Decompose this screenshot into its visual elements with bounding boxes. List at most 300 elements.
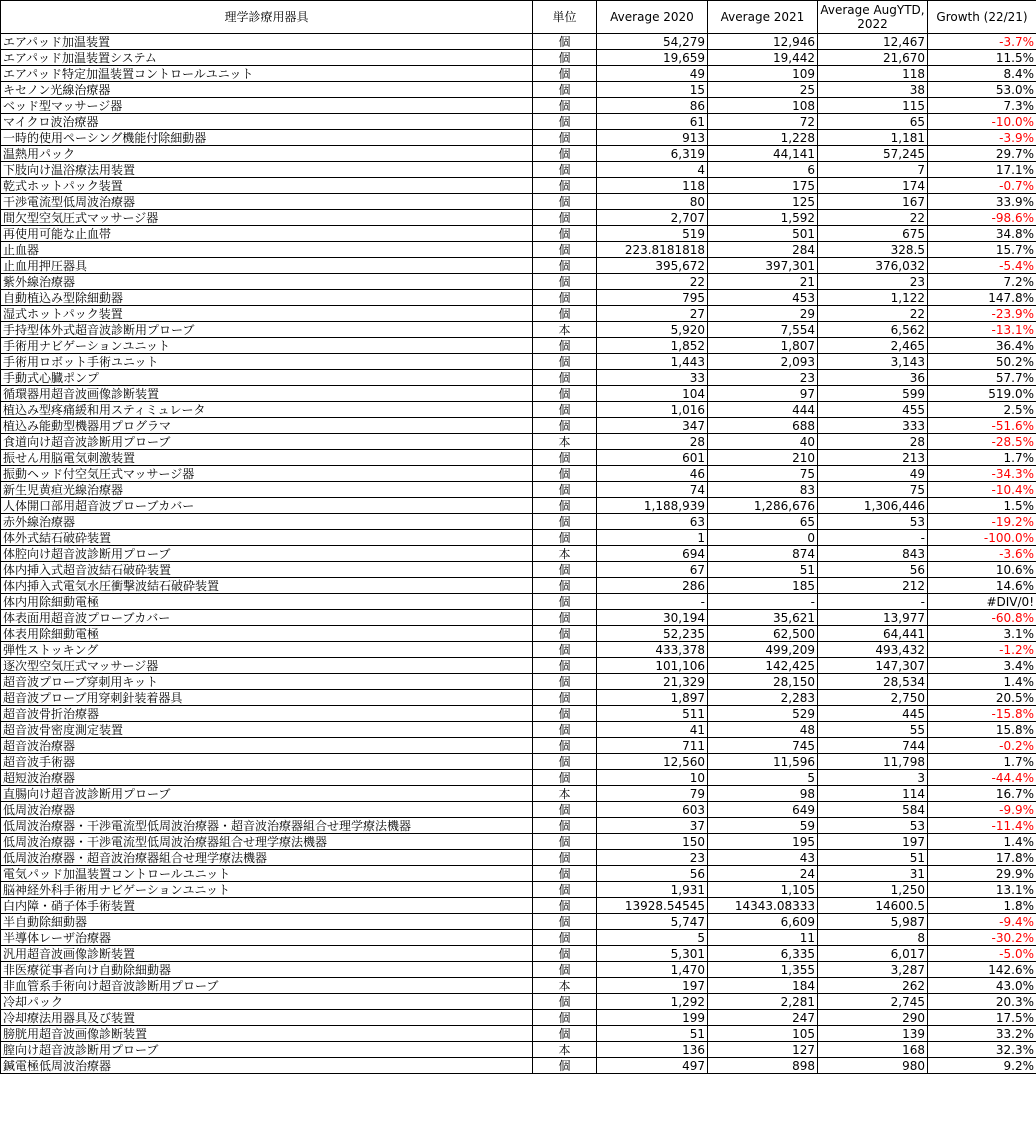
table-row <box>1 306 1036 322</box>
unit-cell: 個 <box>533 802 597 818</box>
table-row <box>1 386 1036 402</box>
avg-ytd-2022-cell: 57,245 <box>818 146 928 162</box>
growth-cell: -60.8% <box>928 610 1036 626</box>
avg-2021-cell: 6,609 <box>708 914 818 930</box>
avg-2021-cell: 44,141 <box>708 146 818 162</box>
growth-cell: 20.5% <box>928 690 1036 706</box>
unit-cell: 個 <box>533 962 597 978</box>
avg-ytd-2022-cell: 36 <box>818 370 928 386</box>
table-row <box>1 626 1036 642</box>
table-row <box>1 210 1036 226</box>
unit-cell: 個 <box>533 146 597 162</box>
growth-cell: 13.1% <box>928 882 1036 898</box>
table-row <box>1 434 1036 450</box>
unit-cell: 個 <box>533 178 597 194</box>
avg-2021-cell: 62,500 <box>708 626 818 642</box>
table-row <box>1 242 1036 258</box>
unit-cell: 個 <box>533 306 597 322</box>
device-name-cell: 自動植込み型除細動器 <box>1 290 533 306</box>
device-name-cell: 止血器 <box>1 242 533 258</box>
unit-cell: 個 <box>533 818 597 834</box>
avg-2020-cell: 15 <box>597 82 708 98</box>
avg-ytd-2022-cell: 65 <box>818 114 928 130</box>
avg-2020-cell: 511 <box>597 706 708 722</box>
table-row <box>1 754 1036 770</box>
avg-2020-cell: 23 <box>597 850 708 866</box>
avg-2020-cell: 21,329 <box>597 674 708 690</box>
avg-2021-cell: 6 <box>708 162 818 178</box>
unit-cell: 個 <box>533 514 597 530</box>
growth-cell: -3.7% <box>928 34 1036 50</box>
avg-ytd-2022-cell: 14600.5 <box>818 898 928 914</box>
growth-cell: 29.9% <box>928 866 1036 882</box>
avg-2020-cell: 1,897 <box>597 690 708 706</box>
avg-ytd-2022-cell: 11,798 <box>818 754 928 770</box>
device-name-cell: 直腸向け超音波診断用プローブ <box>1 786 533 802</box>
avg-2021-cell: 48 <box>708 722 818 738</box>
avg-ytd-2022-cell: 22 <box>818 210 928 226</box>
device-name-cell: 低周波治療器・干渉電流型低周波治療器・超音波治療器組合せ理学療法機器 <box>1 818 533 834</box>
avg-ytd-2022-cell: 3,143 <box>818 354 928 370</box>
device-name-cell: 体表面用超音波プローブカバー <box>1 610 533 626</box>
avg-2020-cell: 711 <box>597 738 708 754</box>
device-name-cell: 一時的使用ペーシング機能付除細動器 <box>1 130 533 146</box>
growth-cell: -9.9% <box>928 802 1036 818</box>
device-name-cell: 超音波プローブ用穿刺針装着器具 <box>1 690 533 706</box>
table-row <box>1 690 1036 706</box>
unit-cell: 個 <box>533 994 597 1010</box>
avg-2020-cell: 86 <box>597 98 708 114</box>
avg-2020-cell: 2,707 <box>597 210 708 226</box>
avg-ytd-2022-cell: 599 <box>818 386 928 402</box>
growth-cell: -0.7% <box>928 178 1036 194</box>
avg-2020-cell: 61 <box>597 114 708 130</box>
device-name-cell: 低周波治療器・超音波治療器組合せ理学療法機器 <box>1 850 533 866</box>
table-row <box>1 50 1036 66</box>
table-row <box>1 98 1036 114</box>
avg-ytd-2022-cell: 55 <box>818 722 928 738</box>
avg-2021-cell: 247 <box>708 1010 818 1026</box>
unit-cell: 個 <box>533 82 597 98</box>
table-row <box>1 34 1036 50</box>
table-row <box>1 530 1036 546</box>
avg-ytd-2022-cell: 114 <box>818 786 928 802</box>
avg-2021-cell: 142,425 <box>708 658 818 674</box>
avg-2020-cell: 46 <box>597 466 708 482</box>
table-row <box>1 866 1036 882</box>
growth-cell: 11.5% <box>928 50 1036 66</box>
header-avg-2020: Average 2020 <box>597 1 708 34</box>
avg-2021-cell: 14343.08333 <box>708 898 818 914</box>
avg-2020-cell: 49 <box>597 66 708 82</box>
growth-cell: 16.7% <box>928 786 1036 802</box>
device-name-cell: エアパッド加温装置 <box>1 34 533 50</box>
avg-2021-cell: 11,596 <box>708 754 818 770</box>
avg-2021-cell: 0 <box>708 530 818 546</box>
avg-2021-cell: 105 <box>708 1026 818 1042</box>
avg-2021-cell: 65 <box>708 514 818 530</box>
growth-cell: 7.2% <box>928 274 1036 290</box>
avg-ytd-2022-cell: 75 <box>818 482 928 498</box>
avg-ytd-2022-cell: 290 <box>818 1010 928 1026</box>
avg-ytd-2022-cell: 328.5 <box>818 242 928 258</box>
table-row <box>1 642 1036 658</box>
unit-cell: 個 <box>533 370 597 386</box>
avg-2021-cell: 1,592 <box>708 210 818 226</box>
avg-ytd-2022-cell: 7 <box>818 162 928 178</box>
avg-2021-cell: 745 <box>708 738 818 754</box>
table-row <box>1 1058 1036 1074</box>
header-row <box>1 1 1036 34</box>
table-row <box>1 722 1036 738</box>
unit-cell: 個 <box>533 834 597 850</box>
table-row <box>1 802 1036 818</box>
unit-cell: 個 <box>533 1026 597 1042</box>
table-row <box>1 226 1036 242</box>
unit-cell: 個 <box>533 130 597 146</box>
header-device: 理学診療用器具 <box>1 1 533 34</box>
avg-2021-cell: 29 <box>708 306 818 322</box>
growth-cell: 1.8% <box>928 898 1036 914</box>
avg-ytd-2022-cell: 744 <box>818 738 928 754</box>
growth-cell: 57.7% <box>928 370 1036 386</box>
avg-2020-cell: 197 <box>597 978 708 994</box>
unit-cell: 個 <box>533 626 597 642</box>
avg-2021-cell: 5 <box>708 770 818 786</box>
table-row <box>1 482 1036 498</box>
avg-2020-cell: 30,194 <box>597 610 708 626</box>
avg-2021-cell: 874 <box>708 546 818 562</box>
avg-2020-cell: 22 <box>597 274 708 290</box>
avg-2020-cell: 12,560 <box>597 754 708 770</box>
growth-cell: 17.8% <box>928 850 1036 866</box>
device-name-cell: 超音波手術器 <box>1 754 533 770</box>
table-row <box>1 354 1036 370</box>
header-growth: Growth (22/21) <box>928 1 1036 34</box>
unit-cell: 個 <box>533 610 597 626</box>
growth-cell: 32.3% <box>928 1042 1036 1058</box>
avg-2020-cell: 56 <box>597 866 708 882</box>
avg-2021-cell: 23 <box>708 370 818 386</box>
growth-cell: -34.3% <box>928 466 1036 482</box>
growth-cell: -3.6% <box>928 546 1036 562</box>
device-name-cell: 植込み能動型機器用プログラマ <box>1 418 533 434</box>
avg-2020-cell: 913 <box>597 130 708 146</box>
avg-2020-cell: 347 <box>597 418 708 434</box>
avg-2020-cell: 1,931 <box>597 882 708 898</box>
device-name-cell: 体腔向け超音波診断用プローブ <box>1 546 533 562</box>
device-name-cell: 鍼電極低周波治療器 <box>1 1058 533 1074</box>
avg-ytd-2022-cell: 6,017 <box>818 946 928 962</box>
avg-ytd-2022-cell: 49 <box>818 466 928 482</box>
unit-cell: 個 <box>533 674 597 690</box>
table-row <box>1 834 1036 850</box>
avg-2020-cell: 5,301 <box>597 946 708 962</box>
growth-cell: 3.1% <box>928 626 1036 642</box>
unit-cell: 個 <box>533 1010 597 1026</box>
unit-cell: 個 <box>533 594 597 610</box>
avg-ytd-2022-cell: 262 <box>818 978 928 994</box>
device-name-cell: 半自動除細動器 <box>1 914 533 930</box>
avg-2021-cell: 184 <box>708 978 818 994</box>
avg-2020-cell: 497 <box>597 1058 708 1074</box>
device-name-cell: 手持型体外式超音波診断用プローブ <box>1 322 533 338</box>
avg-2021-cell: 43 <box>708 850 818 866</box>
device-name-cell: キセノン光線治療器 <box>1 82 533 98</box>
device-name-cell: 超音波骨密度測定装置 <box>1 722 533 738</box>
table-row <box>1 466 1036 482</box>
avg-2021-cell: 6,335 <box>708 946 818 962</box>
avg-ytd-2022-cell: 455 <box>818 402 928 418</box>
growth-cell: 33.9% <box>928 194 1036 210</box>
device-name-cell: 新生児黄疸光線治療器 <box>1 482 533 498</box>
avg-2021-cell: 175 <box>708 178 818 194</box>
growth-cell: -51.6% <box>928 418 1036 434</box>
avg-2021-cell: 1,355 <box>708 962 818 978</box>
avg-2020-cell: 101,106 <box>597 658 708 674</box>
avg-2021-cell: 898 <box>708 1058 818 1074</box>
avg-2021-cell: 529 <box>708 706 818 722</box>
avg-ytd-2022-cell: 2,750 <box>818 690 928 706</box>
device-name-cell: 膀胱用超音波画像診断装置 <box>1 1026 533 1042</box>
unit-cell: 個 <box>533 34 597 50</box>
device-name-cell: 低周波治療器 <box>1 802 533 818</box>
unit-cell: 個 <box>533 706 597 722</box>
unit-cell: 個 <box>533 338 597 354</box>
avg-2021-cell: 40 <box>708 434 818 450</box>
unit-cell: 個 <box>533 898 597 914</box>
growth-cell: -30.2% <box>928 930 1036 946</box>
growth-cell: 34.8% <box>928 226 1036 242</box>
avg-ytd-2022-cell: 22 <box>818 306 928 322</box>
avg-2020-cell: 603 <box>597 802 708 818</box>
unit-cell: 個 <box>533 242 597 258</box>
growth-cell: 53.0% <box>928 82 1036 98</box>
growth-cell: 17.1% <box>928 162 1036 178</box>
table-row <box>1 130 1036 146</box>
avg-2021-cell: 28,150 <box>708 674 818 690</box>
growth-cell: -11.4% <box>928 818 1036 834</box>
avg-2020-cell: 6,319 <box>597 146 708 162</box>
avg-2021-cell: 83 <box>708 482 818 498</box>
avg-2021-cell: 185 <box>708 578 818 594</box>
avg-2020-cell: 79 <box>597 786 708 802</box>
table-row <box>1 162 1036 178</box>
avg-ytd-2022-cell: 139 <box>818 1026 928 1042</box>
device-name-cell: 弾性ストッキング <box>1 642 533 658</box>
avg-2021-cell: 98 <box>708 786 818 802</box>
table-row <box>1 898 1036 914</box>
avg-ytd-2022-cell: 584 <box>818 802 928 818</box>
growth-cell: 33.2% <box>928 1026 1036 1042</box>
growth-cell: -28.5% <box>928 434 1036 450</box>
avg-2021-cell: 35,621 <box>708 610 818 626</box>
unit-cell: 個 <box>533 98 597 114</box>
avg-2021-cell: 21 <box>708 274 818 290</box>
unit-cell: 個 <box>533 530 597 546</box>
unit-cell: 個 <box>533 226 597 242</box>
avg-ytd-2022-cell: 445 <box>818 706 928 722</box>
avg-2021-cell: 1,228 <box>708 130 818 146</box>
growth-cell: 1.7% <box>928 450 1036 466</box>
avg-ytd-2022-cell: - <box>818 530 928 546</box>
unit-cell: 個 <box>533 850 597 866</box>
table-row <box>1 450 1036 466</box>
device-name-cell: 白内障・硝子体手術装置 <box>1 898 533 914</box>
avg-2021-cell: 59 <box>708 818 818 834</box>
avg-2020-cell: 104 <box>597 386 708 402</box>
growth-cell: -5.4% <box>928 258 1036 274</box>
avg-2020-cell: 5,747 <box>597 914 708 930</box>
table-row <box>1 370 1036 386</box>
growth-cell: 15.7% <box>928 242 1036 258</box>
device-name-cell: 超音波プローブ穿刺用キット <box>1 674 533 690</box>
device-name-cell: ベッド型マッサージ器 <box>1 98 533 114</box>
table-row <box>1 194 1036 210</box>
unit-cell: 個 <box>533 738 597 754</box>
avg-2021-cell: 195 <box>708 834 818 850</box>
device-name-cell: 赤外線治療器 <box>1 514 533 530</box>
avg-2020-cell: 433,378 <box>597 642 708 658</box>
unit-cell: 個 <box>533 562 597 578</box>
avg-2020-cell: 80 <box>597 194 708 210</box>
device-name-cell: 体外式結石破砕装置 <box>1 530 533 546</box>
avg-2020-cell: 54,279 <box>597 34 708 50</box>
avg-2020-cell: 5,920 <box>597 322 708 338</box>
avg-ytd-2022-cell: 980 <box>818 1058 928 1074</box>
unit-cell: 個 <box>533 274 597 290</box>
table-row <box>1 914 1036 930</box>
avg-2020-cell: 4 <box>597 162 708 178</box>
unit-cell: 個 <box>533 66 597 82</box>
avg-2021-cell: 444 <box>708 402 818 418</box>
unit-cell: 個 <box>533 114 597 130</box>
device-name-cell: 体内用除細動電極 <box>1 594 533 610</box>
growth-cell: 14.6% <box>928 578 1036 594</box>
growth-cell: -44.4% <box>928 770 1036 786</box>
device-name-cell: 超短波治療器 <box>1 770 533 786</box>
unit-cell: 個 <box>533 162 597 178</box>
table-row <box>1 578 1036 594</box>
unit-cell: 個 <box>533 722 597 738</box>
avg-2020-cell: 67 <box>597 562 708 578</box>
avg-2020-cell: 74 <box>597 482 708 498</box>
device-name-cell: 手動式心臓ポンプ <box>1 370 533 386</box>
avg-2021-cell: 210 <box>708 450 818 466</box>
avg-ytd-2022-cell: 53 <box>818 514 928 530</box>
table-row <box>1 290 1036 306</box>
growth-cell: -15.8% <box>928 706 1036 722</box>
avg-2020-cell: 1,470 <box>597 962 708 978</box>
avg-ytd-2022-cell: 64,441 <box>818 626 928 642</box>
unit-cell: 個 <box>533 642 597 658</box>
growth-cell: 519.0% <box>928 386 1036 402</box>
avg-2020-cell: 1,852 <box>597 338 708 354</box>
avg-ytd-2022-cell: 333 <box>818 418 928 434</box>
avg-2020-cell: 51 <box>597 1026 708 1042</box>
avg-ytd-2022-cell: 147,307 <box>818 658 928 674</box>
growth-cell: 8.4% <box>928 66 1036 82</box>
unit-cell: 個 <box>533 930 597 946</box>
table-row <box>1 946 1036 962</box>
growth-cell: -13.1% <box>928 322 1036 338</box>
avg-2020-cell: 1,016 <box>597 402 708 418</box>
device-name-cell: 逐次型空気圧式マッサージ器 <box>1 658 533 674</box>
avg-ytd-2022-cell: 1,306,446 <box>818 498 928 514</box>
table-row <box>1 418 1036 434</box>
avg-ytd-2022-cell: 28 <box>818 434 928 450</box>
avg-2020-cell: 41 <box>597 722 708 738</box>
device-name-cell: マイクロ波治療器 <box>1 114 533 130</box>
avg-2020-cell: 395,672 <box>597 258 708 274</box>
growth-cell: -23.9% <box>928 306 1036 322</box>
device-name-cell: 植込み型疼痛緩和用スティミュレータ <box>1 402 533 418</box>
device-name-cell: 膣向け超音波診断用プローブ <box>1 1042 533 1058</box>
table-row <box>1 610 1036 626</box>
avg-2021-cell: 2,283 <box>708 690 818 706</box>
unit-cell: 個 <box>533 1058 597 1074</box>
growth-cell: -5.0% <box>928 946 1036 962</box>
avg-ytd-2022-cell: 493,432 <box>818 642 928 658</box>
avg-ytd-2022-cell: 3 <box>818 770 928 786</box>
growth-cell: 1.4% <box>928 834 1036 850</box>
device-name-cell: 体内挿入式超音波結石破砕装置 <box>1 562 533 578</box>
avg-ytd-2022-cell: 6,562 <box>818 322 928 338</box>
unit-cell: 個 <box>533 418 597 434</box>
avg-2021-cell: 1,286,676 <box>708 498 818 514</box>
table-row <box>1 658 1036 674</box>
avg-ytd-2022-cell: 174 <box>818 178 928 194</box>
table-row <box>1 498 1036 514</box>
avg-2021-cell: 24 <box>708 866 818 882</box>
growth-cell: 17.5% <box>928 1010 1036 1026</box>
table-row <box>1 82 1036 98</box>
unit-cell: 個 <box>533 754 597 770</box>
avg-2021-cell: 72 <box>708 114 818 130</box>
avg-2021-cell: 109 <box>708 66 818 82</box>
avg-2021-cell: 2,281 <box>708 994 818 1010</box>
avg-2020-cell: 27 <box>597 306 708 322</box>
avg-2020-cell: - <box>597 594 708 610</box>
growth-cell: 29.7% <box>928 146 1036 162</box>
device-name-cell: 電気パッド加温装置コントロールユニット <box>1 866 533 882</box>
avg-2021-cell: 649 <box>708 802 818 818</box>
avg-ytd-2022-cell: 675 <box>818 226 928 242</box>
device-name-cell: 冷却療法用器具及び装置 <box>1 1010 533 1026</box>
device-name-cell: 体表用除細動電極 <box>1 626 533 642</box>
growth-cell: -1.2% <box>928 642 1036 658</box>
table-row <box>1 258 1036 274</box>
avg-2021-cell: 397,301 <box>708 258 818 274</box>
table-row <box>1 1026 1036 1042</box>
table-row <box>1 818 1036 834</box>
growth-cell: 43.0% <box>928 978 1036 994</box>
growth-cell: -9.4% <box>928 914 1036 930</box>
growth-cell: -3.9% <box>928 130 1036 146</box>
device-name-cell: 乾式ホットパック装置 <box>1 178 533 194</box>
avg-2020-cell: 37 <box>597 818 708 834</box>
avg-2021-cell: 25 <box>708 82 818 98</box>
table-body <box>1 34 1036 1074</box>
avg-ytd-2022-cell: 23 <box>818 274 928 290</box>
avg-2021-cell: 125 <box>708 194 818 210</box>
device-name-cell: 食道向け超音波診断用プローブ <box>1 434 533 450</box>
avg-2020-cell: 13928.54545 <box>597 898 708 914</box>
device-name-cell: 温熱用パック <box>1 146 533 162</box>
device-name-cell: 再使用可能な止血帯 <box>1 226 533 242</box>
growth-cell: -10.4% <box>928 482 1036 498</box>
avg-ytd-2022-cell: 38 <box>818 82 928 98</box>
